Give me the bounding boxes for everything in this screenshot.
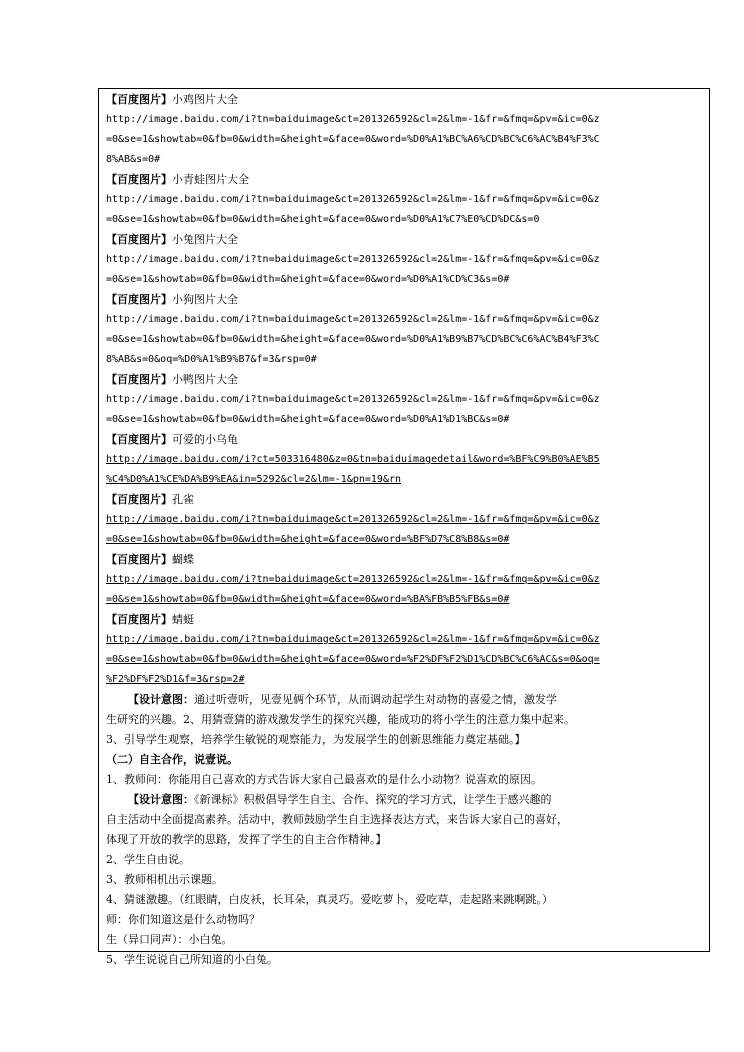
reference-title-text: 可爱的小乌龟	[172, 433, 238, 446]
design-intent-text: 《新课标》积极倡导学生自主、合作、探究的学习方式，让学生于感兴趣的	[194, 793, 552, 806]
question-1: 1、教师问：你能用自己喜欢的方式告诉大家自己最喜欢的是什么小动物？说喜欢的原因。	[106, 773, 542, 786]
reference-link[interactable]: 8%AB&s=0&oq=%D0%A1%B9%B7&f=3&rsp=0#	[106, 354, 317, 365]
reference-title	[106, 550, 706, 570]
reference-link[interactable]: =0&se=1&showtab=0&fb=0&width=&height=&face=0&word=%D0%A1%BC%A6%CD%BC%C6%AC%B4%F3%C	[106, 134, 600, 145]
reference-title-text: 蜻蜓	[172, 613, 194, 626]
reference-link[interactable]: %C4%D0%A1%CE%DA%B9%EA&in=5292&cl=2&lm=-1&pn=19&rn	[106, 474, 402, 485]
reference-link[interactable]: http://image.baidu.com/i?tn=baiduimage&ct=201326592&cl=2&lm=-1&fr=&fmq=&pv=&ic=0&z	[106, 514, 600, 525]
reference-tag: 【百度图片】	[106, 553, 172, 566]
reference-link[interactable]: =0&se=1&showtab=0&fb=0&width=&height=&face=0&word=%D0%A1%B9%B7%CD%BC%C6%AC%B4%F3%C	[106, 334, 600, 345]
reference-title	[106, 490, 706, 510]
reference-title	[106, 430, 706, 450]
design-intent-1-line3: 3、引导学生观察，培养学生敏锐的观察能力，为发展学生的创新思维能力奠定基础。】	[106, 733, 526, 746]
reference-link[interactable]: %F2%DF%F2%D1&f=3&rsp=2#	[106, 674, 245, 685]
reference-link[interactable]: http://image.baidu.com/i?tn=baiduimage&ct=201326592&cl=2&lm=-1&fr=&fmq=&pv=&ic=0&z	[106, 314, 600, 325]
reference-title-text: 小鸡图片大全	[172, 93, 238, 106]
reference-title	[106, 90, 706, 110]
reference-tag: 【百度图片】	[106, 233, 172, 246]
reference-tag: 【百度图片】	[106, 433, 172, 446]
reference-title	[106, 230, 706, 250]
reference-title-text: 小狗图片大全	[172, 293, 238, 306]
step-2: 2、学生自由说。	[106, 853, 190, 866]
reference-title	[106, 370, 706, 390]
reference-tag: 【百度图片】	[106, 173, 172, 186]
design-intent-label: 【设计意图：	[128, 793, 194, 806]
design-intent-2-line1	[106, 790, 706, 810]
reference-title-text: 蝴蝶	[172, 553, 194, 566]
reference-title-text: 小兔图片大全	[172, 233, 238, 246]
reference-link[interactable]: 8%AB&s=0#	[106, 154, 161, 165]
reference-title-text: 小青蛙图片大全	[172, 173, 249, 186]
design-intent-label: 【设计意图：	[128, 693, 194, 706]
reference-link[interactable]: =0&se=1&showtab=0&fb=0&width=&height=&face=0&word=%BF%D7%C8%B8&s=0#	[106, 534, 510, 545]
design-intent-1-line1	[106, 690, 706, 710]
reference-tag: 【百度图片】	[106, 93, 172, 106]
reference-link[interactable]: http://image.baidu.com/i?tn=baiduimage&ct=201326592&cl=2&lm=-1&fr=&fmq=&pv=&ic=0&z	[106, 114, 600, 125]
design-intent-2-line3: 体现了开放的教学的思路，发挥了学生的自主合作精神。】	[106, 833, 387, 846]
design-intent-text: 通过听壹听，见壹见俩个环节，从而调动起学生对动物的喜爱之情，激发学	[194, 693, 557, 706]
reference-link[interactable]: =0&se=1&showtab=0&fb=0&width=&height=&face=0&word=%D0%A1%D1%BC&s=0#	[106, 414, 510, 425]
reference-tag: 【百度图片】	[106, 373, 172, 386]
design-intent-2-line2: 自主活动中全面提高素养。活动中，教师鼓励学生自主选择表达方式，来告诉大家自己的喜好，	[106, 813, 568, 826]
reference-title	[106, 610, 706, 630]
reference-title	[106, 170, 706, 190]
reference-link[interactable]: http://image.baidu.com/i?tn=baiduimage&ct=201326592&cl=2&lm=-1&fr=&fmq=&pv=&ic=0&z	[106, 574, 600, 585]
reference-tag: 【百度图片】	[106, 293, 172, 306]
reference-link[interactable]: http://image.baidu.com/i?tn=baiduimage&ct=201326592&cl=2&lm=-1&fr=&fmq=&pv=&ic=0&z	[106, 254, 600, 265]
reference-list	[106, 90, 706, 690]
reference-title-text: 孔雀	[172, 493, 194, 506]
design-intent-1-line2: 生研究的兴趣。2、用猜壹猜的游戏激发学生的探究兴趣，能成功的将小学生的注意力集中起来。	[106, 713, 575, 726]
step-3: 3、教师相机出示课题。	[106, 873, 223, 886]
step-5: 5、学生说说自己所知道的小白兔。	[106, 953, 278, 966]
teacher-question: 师：你们知道这是什么动物吗？	[106, 913, 260, 926]
reference-tag: 【百度图片】	[106, 493, 172, 506]
reference-link[interactable]: http://image.baidu.com/i?tn=baiduimage&ct=201326592&cl=2&lm=-1&fr=&fmq=&pv=&ic=0&z	[106, 394, 600, 405]
reference-link[interactable]: http://image.baidu.com/i?ct=503316480&z=0&tn=baiduimagedetail&word=%BF%C9%B0%AE%B5	[106, 454, 600, 465]
section-heading: （二）自主合作，说壹说。	[106, 753, 238, 766]
document-body	[106, 90, 706, 970]
reference-link[interactable]: http://image.baidu.com/i?tn=baiduimage&ct=201326592&cl=2&lm=-1&fr=&fmq=&pv=&ic=0&z	[106, 634, 600, 645]
reference-link[interactable]: =0&se=1&showtab=0&fb=0&width=&height=&face=0&word=%D0%A1%C7%E0%CD%DC&s=0	[106, 214, 540, 225]
reference-title-text: 小鸭图片大全	[172, 373, 238, 386]
reference-tag: 【百度图片】	[106, 613, 172, 626]
reference-link[interactable]: =0&se=1&showtab=0&fb=0&width=&height=&face=0&word=%BA%FB%B5%FB&s=0#	[106, 594, 510, 605]
student-answer: 生（异口同声）：小白兔。	[106, 933, 233, 946]
reference-title	[106, 290, 706, 310]
reference-link[interactable]: http://image.baidu.com/i?tn=baiduimage&ct=201326592&cl=2&lm=-1&fr=&fmq=&pv=&ic=0&z	[106, 194, 600, 205]
reference-link[interactable]: =0&se=1&showtab=0&fb=0&width=&height=&face=0&word=%D0%A1%CD%C3&s=0#	[106, 274, 510, 285]
step-4: 4、猜谜激趣。（红眼睛，白皮袄，长耳朵，真灵巧。爱吃萝卜，爱吃草，走起路来跳啊跳。）	[106, 893, 553, 906]
reference-link[interactable]: =0&se=1&showtab=0&fb=0&width=&height=&face=0&word=%F2%DF%F2%D1%CD%BC%C6%AC&s=0&oq=	[106, 654, 600, 665]
